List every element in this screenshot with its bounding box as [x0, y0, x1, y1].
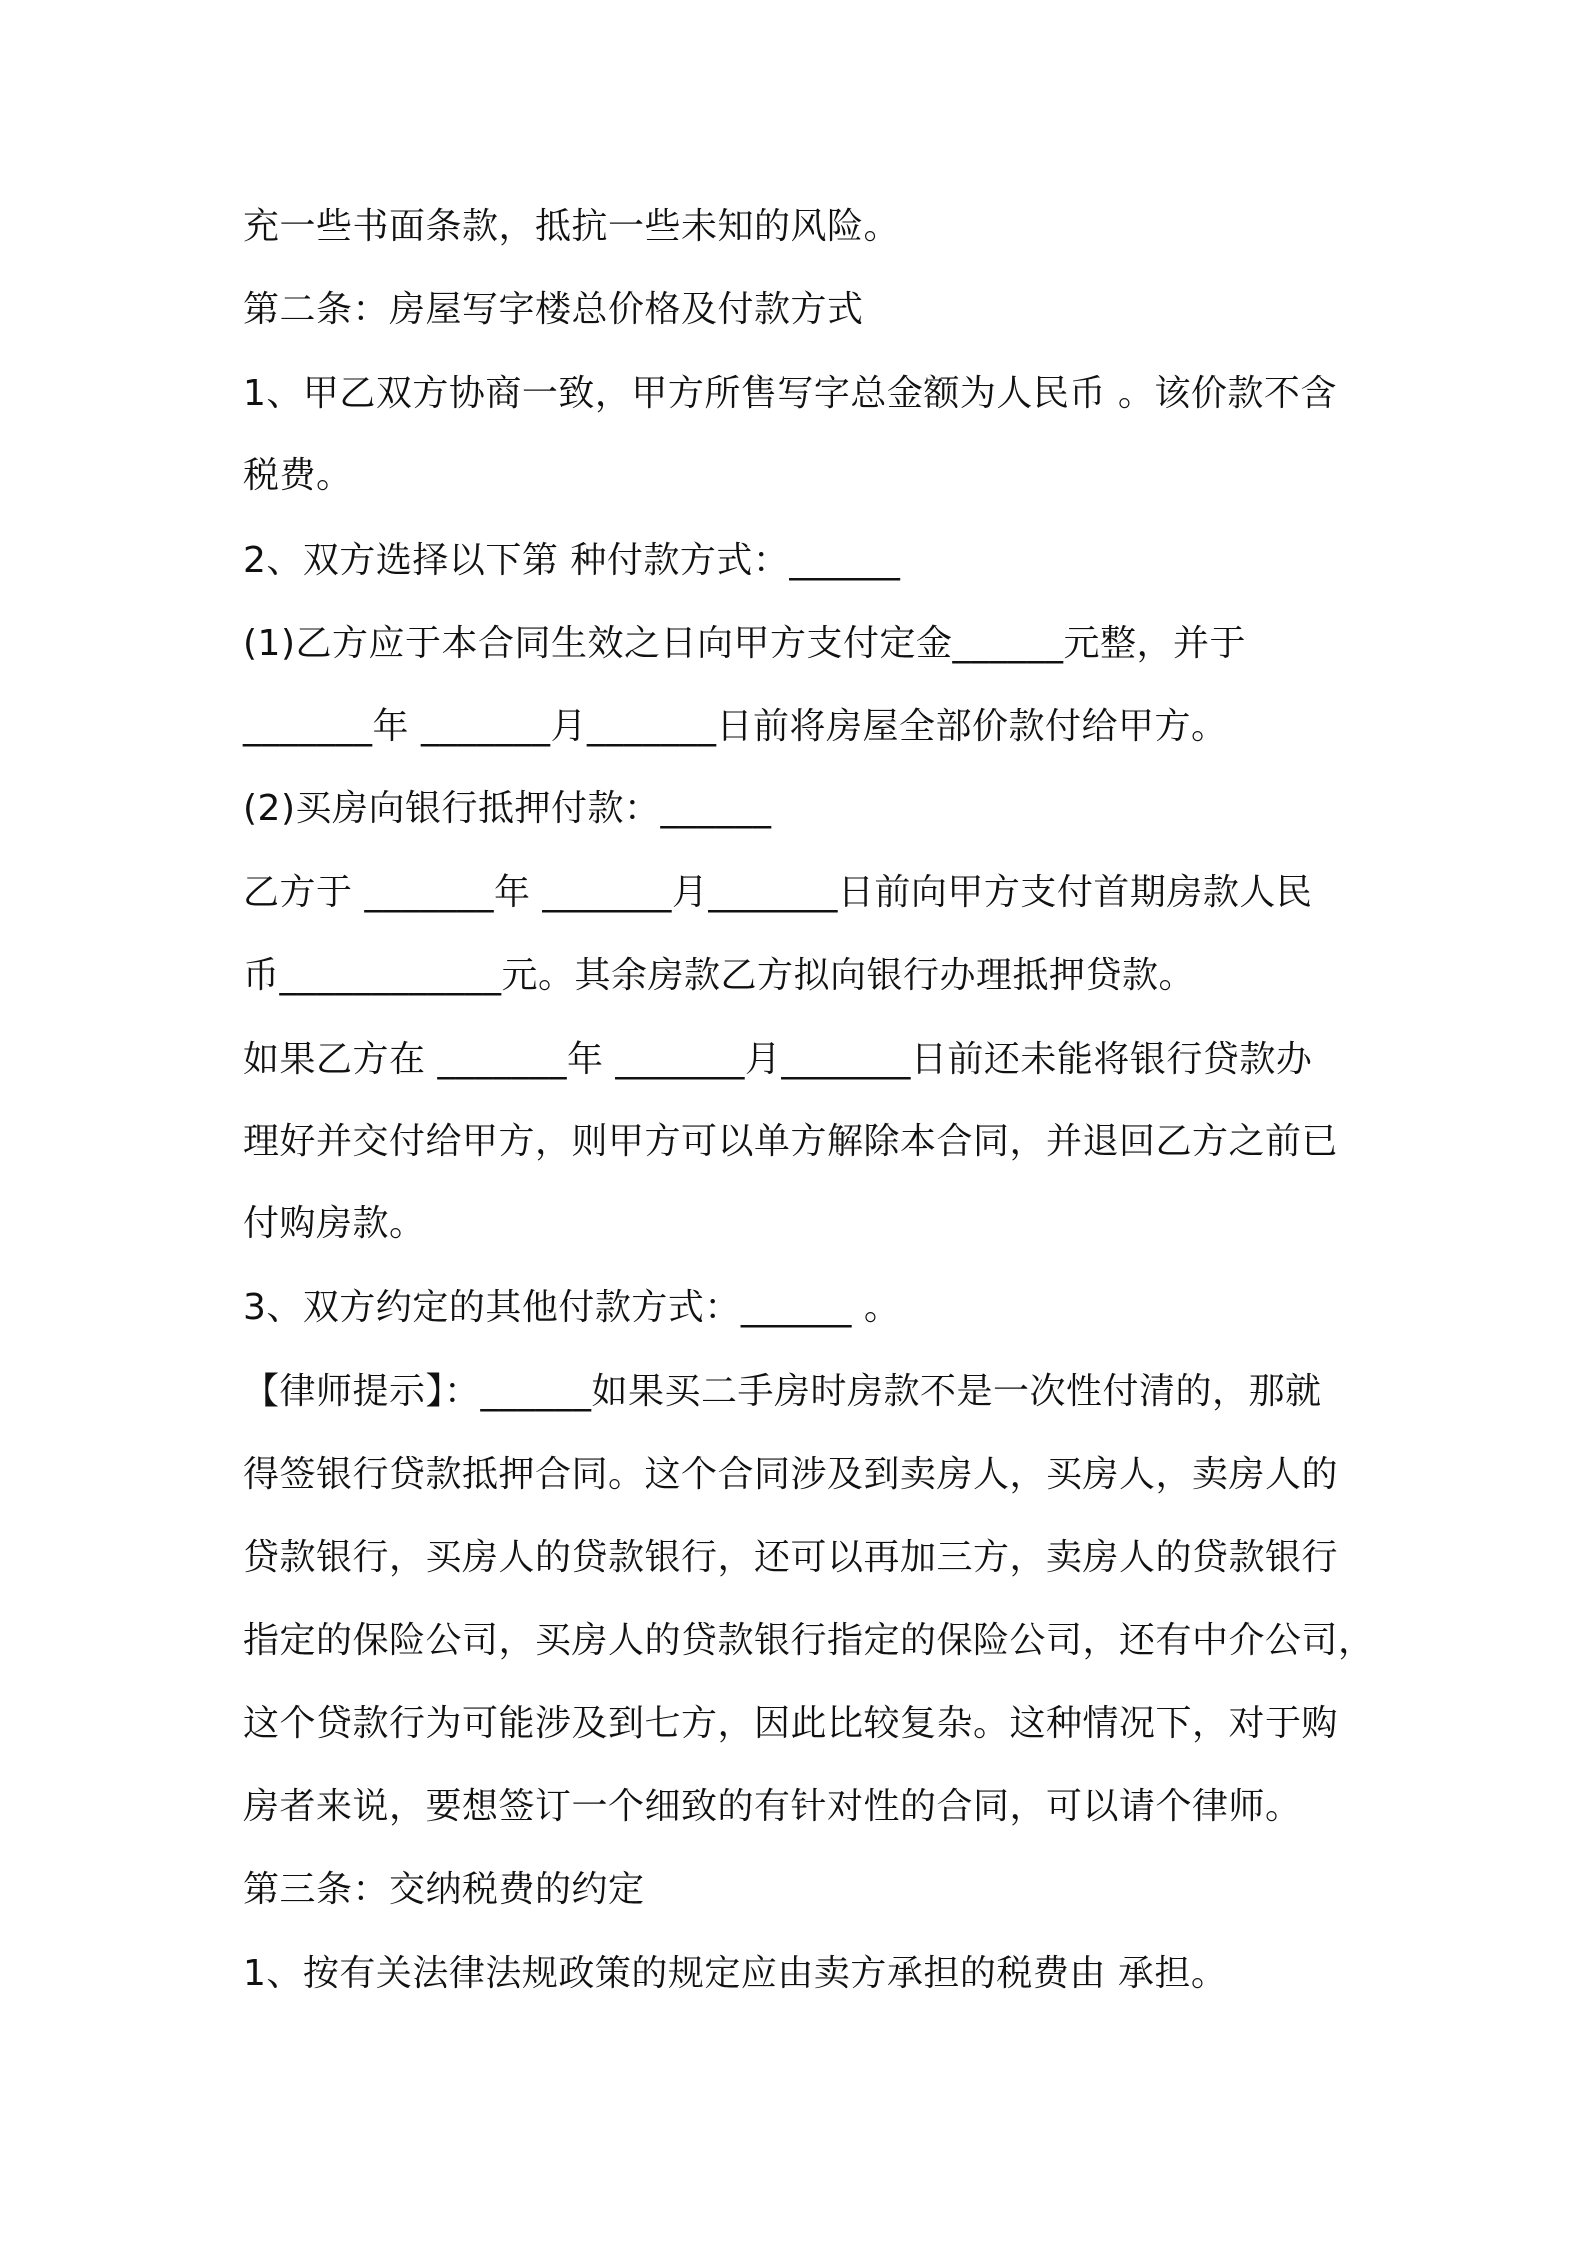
text-line: 乙方于 _______年 _______月_______日前向甲方支付首期房款人民 [243, 872, 1313, 913]
text-line: 指定的保险公司，买房人的贷款银行指定的保险公司，还有中介公司， [243, 1620, 1375, 1661]
text-line: 充一些书面条款，抵抗一些未知的风险。 [243, 206, 901, 247]
text-line: (2)买房向银行抵押付款：______ [243, 788, 772, 829]
text-line: 贷款银行，买房人的贷款银行，还可以再加三方，卖房人的贷款银行 [243, 1537, 1339, 1578]
lawyer-tip-line: 【律师提示】：______如果买二手房时房款不是一次性付清的，那就 [243, 1371, 1322, 1412]
text-line: 1、甲乙双方协商一致，甲方所售写字总金额为人民币 。该价款不含 [243, 373, 1337, 414]
text-line: 付购房款。 [243, 1203, 426, 1244]
text-line: 2、双方选择以下第 种付款方式：______ [243, 540, 901, 581]
text-line: _______年 _______月_______日前将房屋全部价款付给甲方。 [243, 706, 1228, 747]
article-heading: 第三条：交纳税费的约定 [243, 1869, 645, 1910]
text-line: 这个贷款行为可能涉及到七方，因此比较复杂。这种情况下，对于购 [243, 1703, 1339, 1744]
text-line: 1、按有关法律法规政策的规定应由卖方承担的税费由 承担。 [243, 1953, 1228, 1994]
text-line: 税费。 [243, 455, 353, 496]
text-line: (1)乙方应于本合同生效之日向甲方支付定金______元整，并于 [243, 623, 1246, 664]
text-line: 得签银行贷款抵押合同。这个合同涉及到卖房人，买房人，卖房人的 [243, 1454, 1339, 1495]
article-heading: 第二条：房屋写字楼总价格及付款方式 [243, 289, 864, 330]
text-line: 币____________元。其余房款乙方拟向银行办理抵押贷款。 [243, 955, 1196, 996]
text-line: 如果乙方在 _______年 _______月_______日前还未能将银行贷款办 [243, 1039, 1313, 1080]
text-line: 房者来说，要想签订一个细致的有针对性的合同，可以请个律师。 [243, 1786, 1302, 1827]
text-line: 3、双方约定的其他付款方式：______ 。 [243, 1287, 901, 1328]
text-line: 理好并交付给甲方，则甲方可以单方解除本合同，并退回乙方之前已 [243, 1121, 1339, 1162]
